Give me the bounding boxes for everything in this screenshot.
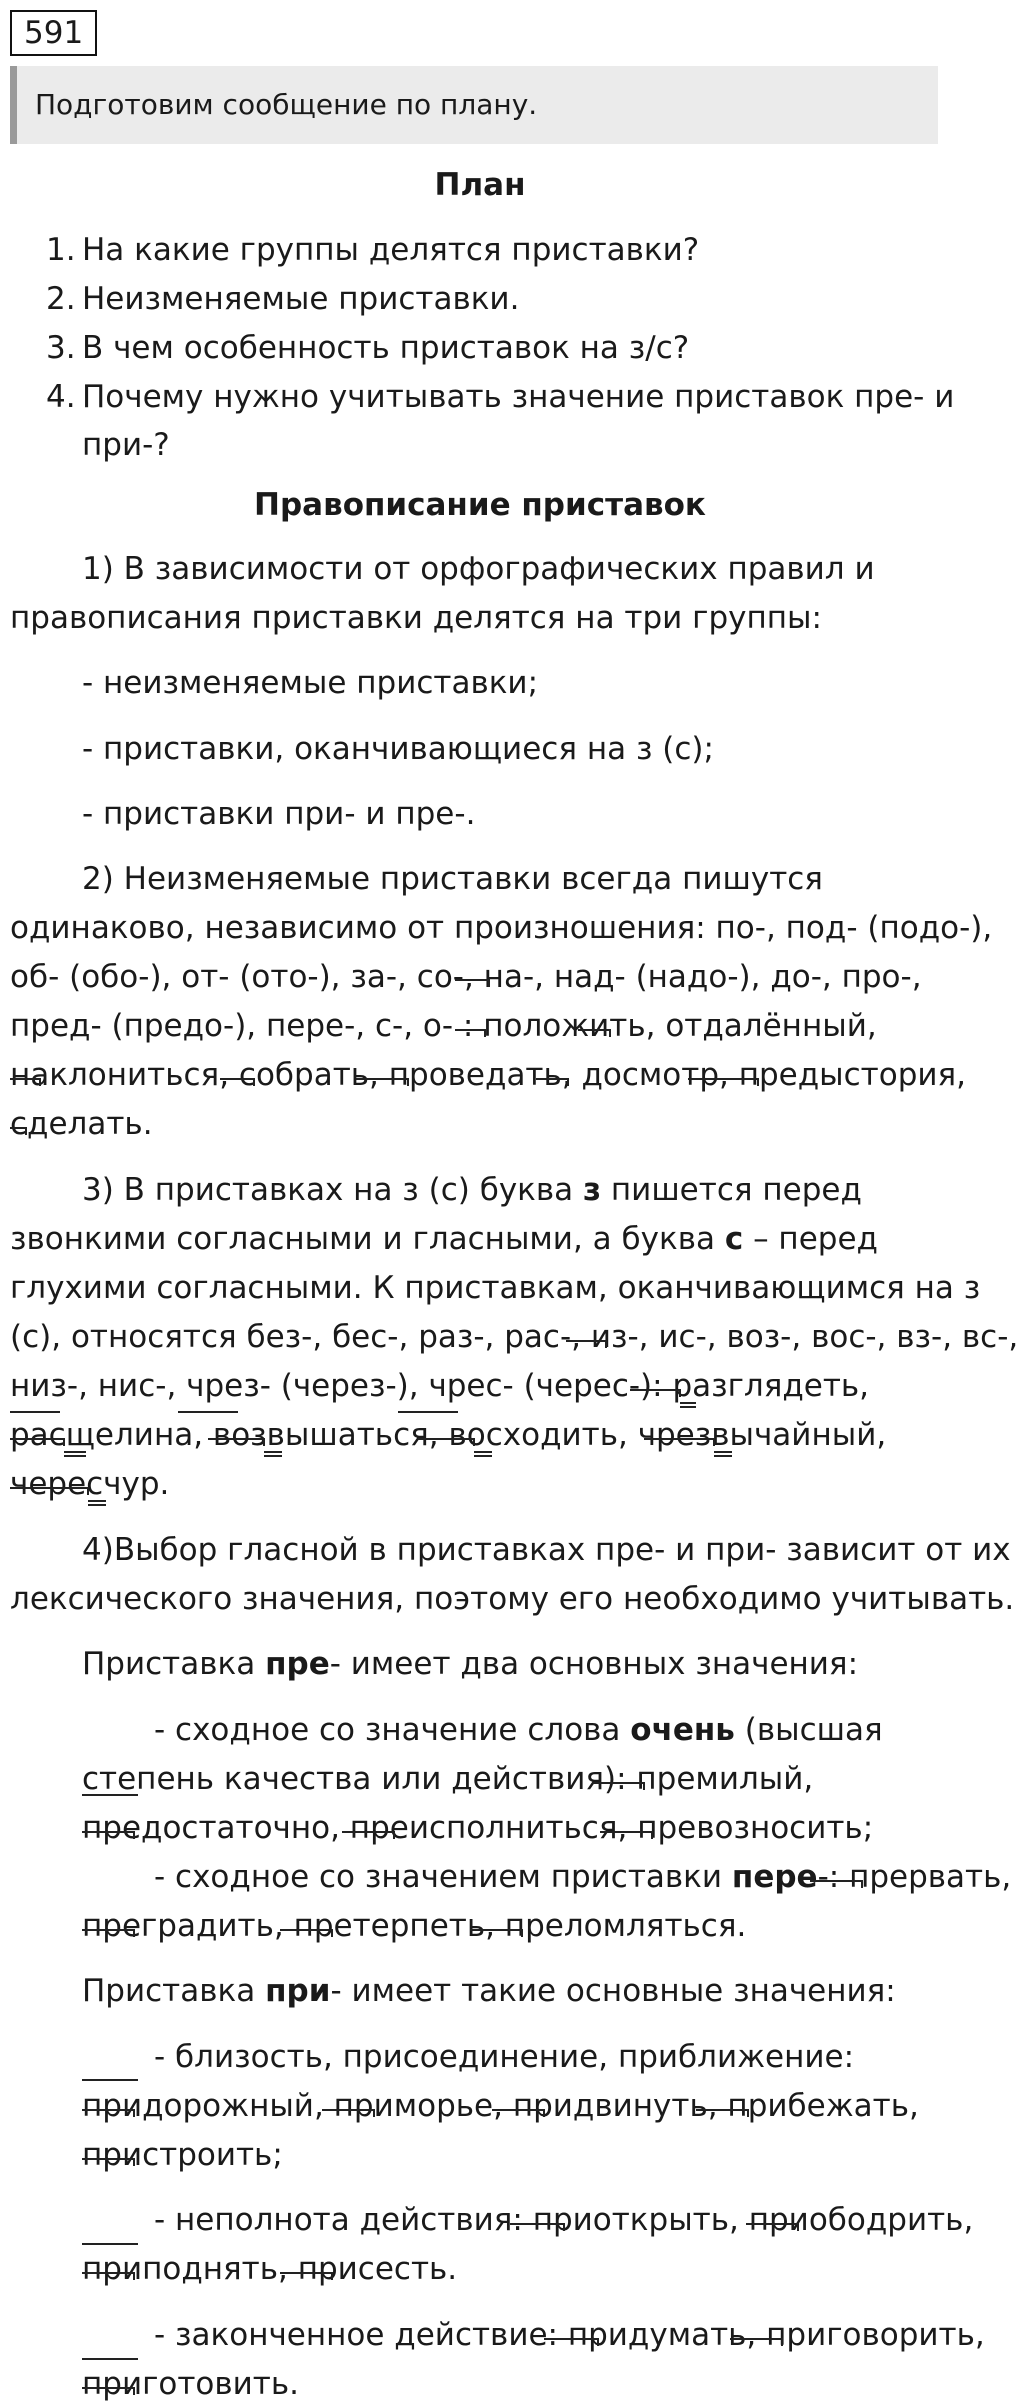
- prefix-mark: [470, 1930, 522, 1937]
- text-line: 4)Выбор гласной в приставках пре- и при- зависит от их: [82, 1532, 1011, 1568]
- text-line: наклониться, собрать, проведать, досмотр, предыстория,: [10, 1057, 967, 1093]
- text-line: 1) В зависимости от орфографических правил и: [82, 551, 875, 587]
- text-line: - близость, присоединение, приближение:: [154, 2039, 855, 2075]
- prefix-mark: [82, 2388, 134, 2395]
- text-segment: – перед: [743, 1221, 878, 1257]
- plan-number-2: 2.: [46, 281, 76, 317]
- text-segment: Приставка: [82, 1973, 266, 2009]
- prefix-mark: [418, 1439, 474, 1446]
- prefix-mark: [280, 2273, 332, 2280]
- prefix-mark: [566, 1341, 606, 1348]
- prefix-mark: [82, 1930, 134, 1937]
- prefix-mark: [578, 1030, 610, 1037]
- prefix-mark: [342, 1832, 394, 1839]
- text-line: пристроить;: [82, 2137, 283, 2173]
- section-title: Правописание приставок: [254, 487, 706, 523]
- text-segment: звонкими согласными и гласными, а буква: [10, 1221, 725, 1257]
- prefix-mark: [10, 1439, 64, 1446]
- prefix-mark: [536, 1079, 568, 1086]
- prefix-mark: [492, 2110, 544, 2117]
- text-line: одинаково, независимо от произношения: по-, под- (подо-),: [10, 910, 993, 946]
- plan-number-4: 4.: [46, 379, 76, 415]
- prefix-mark: [10, 1079, 40, 1086]
- plan-item-2: Неизменяемые приставки.: [82, 281, 520, 317]
- plan-title: План: [434, 167, 526, 203]
- text-segment: - сходное со значение слова: [154, 1712, 631, 1748]
- text-line: правописания приставки делятся на три группы:: [10, 600, 822, 636]
- text-line: - законченное действие: придумать, приговорить,: [154, 2317, 985, 2353]
- bold-prefix-pri: при: [265, 1973, 331, 2009]
- plan-item-4: Почему нужно учитывать значение приставок пре- и: [82, 379, 955, 415]
- prefix-mark: [82, 2159, 134, 2166]
- prefix-mark: [356, 1079, 408, 1086]
- text-line: 2) Неизменяемые приставки всегда пишутся: [82, 861, 823, 897]
- bold-prefix-pre: пре: [265, 1646, 330, 1682]
- text-segment: пишется перед: [601, 1172, 862, 1208]
- prefix-mark: [630, 1390, 680, 1397]
- prefix-mark: [10, 1128, 26, 1135]
- plan-item-1: На какие группы делятся приставки?: [82, 232, 700, 268]
- prefix-mark: [208, 1439, 264, 1446]
- prefix-mark: [280, 1930, 332, 1937]
- list-item: - неизменяемые приставки;: [82, 665, 539, 701]
- plan-item-3: В чем особенность приставок на з/с?: [82, 330, 690, 366]
- bold-prefix-pere: пере: [731, 1859, 818, 1895]
- list-item: - приставки, оканчивающиеся на з (с);: [82, 731, 714, 767]
- plan-number-3: 3.: [46, 330, 76, 366]
- prefix-mark: [82, 1832, 134, 1839]
- bold-letter-z: з: [583, 1172, 602, 1208]
- text-line: придорожный, приморье, придвинуть, прибежать,: [82, 2088, 919, 2124]
- prefix-mark: [10, 1488, 88, 1495]
- list-item: - приставки при- и пре-.: [82, 796, 476, 832]
- prefix-mark: [455, 980, 489, 987]
- text-segment: - имеет два основных значения:: [329, 1646, 859, 1682]
- text-segment: -: прервать,: [817, 1859, 1012, 1895]
- prefix-mark: [82, 2273, 134, 2280]
- prefix-mark: [600, 1832, 652, 1839]
- prefix-mark: [696, 2110, 748, 2117]
- prefix-mark: [322, 2110, 374, 2117]
- text-line: приготовить.: [82, 2366, 299, 2402]
- plan-item-4-cont: при-?: [82, 427, 170, 463]
- prefix-mark: [746, 2224, 798, 2231]
- prefix-mark: [220, 1079, 254, 1086]
- text-line: сделать.: [10, 1106, 153, 1142]
- bold-word-ochen: очень: [630, 1712, 735, 1748]
- text-line: - неполнота действия: приоткрыть, приободрить,: [154, 2202, 974, 2238]
- text-segment: Приставка: [82, 1646, 266, 1682]
- prefix-mark: [544, 2339, 598, 2346]
- prefix-mark: [810, 1881, 862, 1888]
- text-line: лексического значения, поэтому его необходимо учитывать.: [10, 1581, 1015, 1617]
- prefix-mark: [592, 1783, 644, 1790]
- text-line: приподнять, присесть.: [82, 2251, 458, 2287]
- prefix-mark: [510, 2224, 564, 2231]
- text-line: преградить, претерпеть, преломляться.: [82, 1908, 747, 1944]
- text-line: пред- (предо-), пере-, с-, о- : положить, отдалённый,: [10, 1008, 877, 1044]
- text-segment: 3) В приставках на з (с) буква: [82, 1172, 584, 1208]
- prefix-mark: [82, 2110, 134, 2117]
- text-line: чересчур.: [10, 1466, 170, 1502]
- prefix-mark: [688, 1079, 758, 1086]
- text-line: глухими согласными. К приставкам, оканчивающимся на з: [10, 1270, 981, 1306]
- prefix-mark: [644, 1439, 714, 1446]
- exercise-number: 591: [10, 10, 97, 56]
- text-line: степень качества или действия): премилый,: [82, 1761, 814, 1797]
- text-line: расщелина, возвышаться, восходить, чрезвычайный,: [10, 1417, 887, 1453]
- bold-letter-s: с: [724, 1221, 744, 1257]
- instruction-banner: Подготовим сообщение по плану.: [10, 66, 938, 144]
- text-line: предостаточно, преисполниться, превозносить;: [82, 1810, 874, 1846]
- prefix-mark: [455, 1030, 485, 1037]
- text-line: об- (обо-), от- (ото-), за-, со-, на-, над- (надо-), до-, про-,: [10, 959, 922, 995]
- plan-number-1: 1.: [46, 232, 76, 268]
- prefix-mark: [730, 2339, 782, 2346]
- text-line: (с), относятся без-, бес-, раз-, рас-, из-, ис-, воз-, вос-, вз-, вс-,: [10, 1319, 1018, 1355]
- text-segment: - сходное со значением приставки: [154, 1859, 732, 1895]
- text-line: низ-, нис-, чрез- (через-), чрес- (черес-): разглядеть,: [10, 1368, 870, 1404]
- text-segment: - имеет такие основные значения:: [330, 1973, 896, 2009]
- text-segment: (высшая: [734, 1712, 883, 1748]
